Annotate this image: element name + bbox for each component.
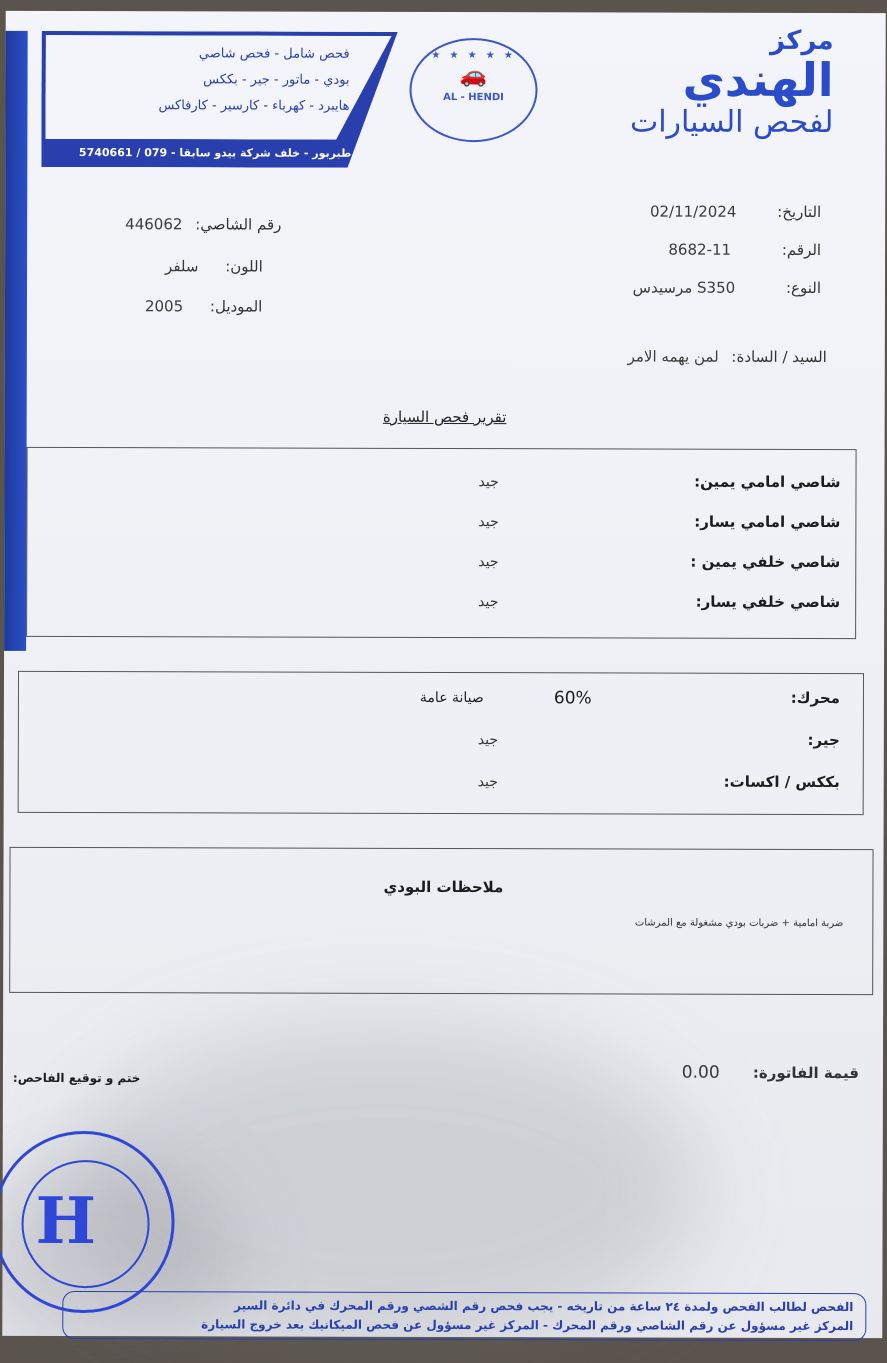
- gear-label: جير:: [807, 730, 840, 750]
- inspection-report-paper: [2, 11, 885, 1338]
- chassis-front-left-value: جيد: [478, 514, 499, 531]
- engine-label: محرك:: [790, 688, 840, 708]
- brand-line-3: لفحص السيارات: [629, 104, 834, 141]
- engine-note: صيانة عامة: [419, 689, 484, 707]
- date-field: [650, 203, 821, 221]
- body-notes-title: ملاحظات البودي: [383, 877, 504, 897]
- number-value: 11-8682: [668, 240, 732, 259]
- address-line: طبربور - خلف شركة بيدو سابقا - 079 / 5740661: [78, 146, 352, 160]
- chassis-value: 446062: [125, 215, 183, 234]
- brand-line-2: الهندي: [682, 52, 834, 108]
- customer-label: السيد / السادة:: [731, 347, 827, 367]
- number-field: [668, 241, 821, 259]
- brand-line-1: مركز: [770, 25, 834, 57]
- signature-label: ختم و توقيع الفاحص:: [12, 1070, 141, 1086]
- invoice-value: 0.00: [681, 1062, 720, 1083]
- type-field: [633, 278, 821, 296]
- gear-value: جيد: [477, 732, 499, 749]
- invoice-label: قيمة الفاتورة:: [752, 1063, 859, 1083]
- invoice-field: [682, 1063, 859, 1083]
- model-label: الموديل:: [209, 297, 263, 316]
- brand-title: [630, 26, 834, 141]
- chassis-label: رقم الشاصي:: [195, 215, 282, 234]
- chassis-front-right-value: جيد: [478, 474, 499, 491]
- engine-value: 60%: [553, 688, 592, 709]
- customer-value: لمن يهمه الامر: [627, 347, 719, 366]
- footer-line-1: الفحص لطالب الفحص ولمدة ٢٤ ساعة من تاريخه - يجب فحص رقم الشصي ورقم المحرك في دائرة السير: [234, 1298, 854, 1315]
- services-list: [59, 41, 349, 120]
- color-label: اللون:: [225, 257, 263, 276]
- date-label: التاريخ:: [777, 202, 822, 221]
- stars-icon: ★ ★ ★ ★ ★: [431, 49, 516, 62]
- chassis-rear-left-value: جيد: [478, 594, 499, 611]
- type-value: S350 مرسيدس: [632, 278, 736, 297]
- left-blue-strip: [4, 31, 28, 651]
- car-icon: 🚗: [459, 63, 488, 89]
- date-value: 02/11/2024: [649, 202, 737, 221]
- axle-label: بككس / اكسات:: [723, 772, 840, 792]
- company-logo: [409, 38, 537, 142]
- services-line: هايبرد - كهرباء - كارسير - كارفاكس: [158, 98, 350, 114]
- footer-disclaimer: [62, 1291, 866, 1341]
- number-label: الرقم:: [781, 240, 822, 259]
- chassis-front-left-label: شاصي امامي يسار:: [694, 512, 841, 532]
- chassis-rear-left-label: شاصي خلفي يسار:: [695, 592, 841, 612]
- stamp-letters: H: [35, 1183, 97, 1260]
- chassis-rear-right-label: شاصي خلفي يمين :: [690, 552, 841, 572]
- axle-value: جيد: [477, 774, 498, 791]
- chassis-front-right-label: شاصي امامي يمين:: [694, 472, 841, 492]
- model-value: 2005: [144, 297, 184, 316]
- color-value: سلفر: [165, 257, 199, 276]
- model-field: [145, 297, 262, 315]
- chassis-rear-right-value: جيد: [478, 554, 499, 571]
- services-line: بودي - ماتور - جير - بككس: [203, 72, 350, 88]
- report-title: تقرير فحص السيارة: [382, 407, 507, 427]
- logo-text: AL - HENDI: [443, 91, 504, 104]
- chassis-field: [125, 215, 281, 233]
- color-field: [165, 257, 263, 275]
- type-label: النوع:: [785, 278, 822, 297]
- customer-field: [628, 347, 827, 366]
- footer-line-2: المركز غير مسؤول عن رقم الشاصي ورقم المحرك - المركز غير مسؤول عن فحص الميكانيك بعد خروج السيارة: [201, 1317, 854, 1334]
- body-notes-text: ضربة امامية + ضربات بودي مشغولة مع المرشات: [634, 917, 844, 930]
- company-stamp: [0, 1131, 175, 1313]
- services-line: فحص شامل - فحص شاصي: [198, 46, 350, 62]
